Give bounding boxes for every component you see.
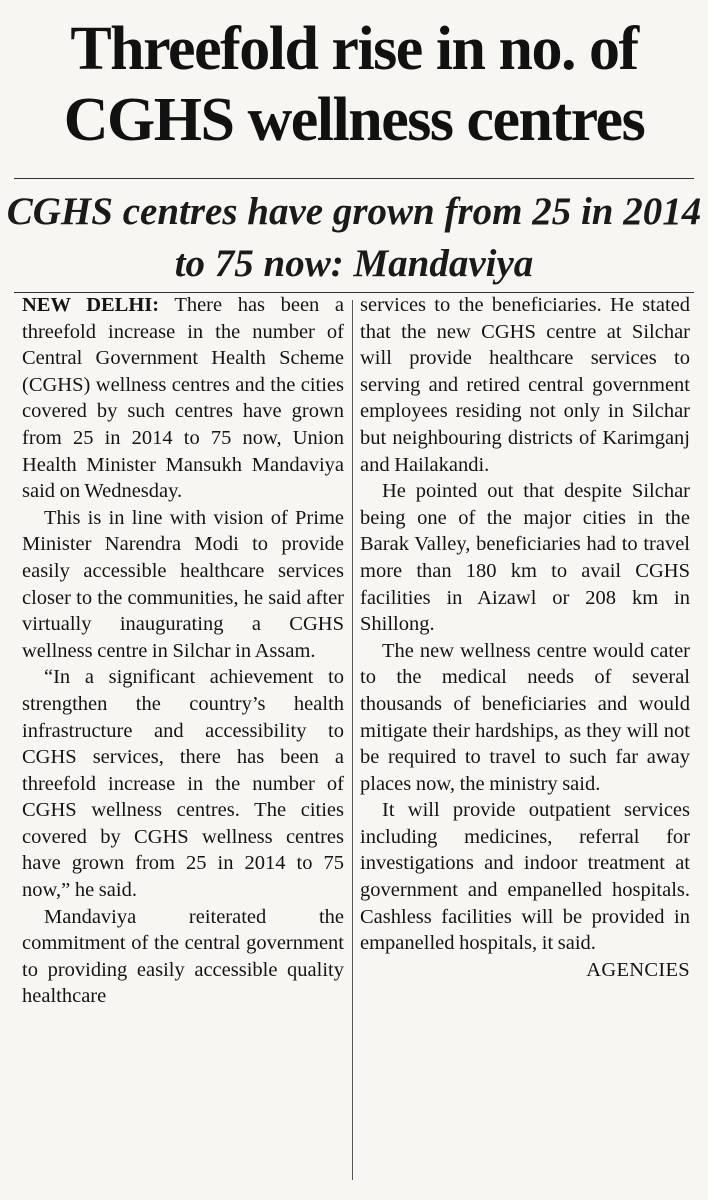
article-paragraph: Mandaviya reiterated the commitment of the central government to providing easily accessible quality healthcare bbox=[22, 905, 344, 1008]
article-paragraph: The new wellness centre would cater to the medical needs of several thousands of beneficiaries and would mitigate their hardships, as they will not be required to travel to such far away places now, the ministry said. bbox=[360, 639, 690, 795]
dateline: NEW DELHI: bbox=[22, 294, 160, 316]
paragraph-text: There has been a threefold increase in the number of Central Government Health Scheme (CGHS) wellness centres and the cities covered by such centres have grown from 25 in 2014 to 75 now, Union Health Minister Mansukh Mandaviya said on Wednesday. bbox=[22, 294, 344, 503]
agency-credit: AGENCIES bbox=[586, 958, 690, 981]
headline: Threefold rise in no. of CGHS wellness centres bbox=[63, 15, 645, 154]
article-paragraph: “In a significant achievement to strengthen the country’s health infrastructure and accessibility to CGHS services, there has been a threefold increase in the number of CGHS wellness centres. The cities covered by CGHS wellness centres have grown from 25 in 2014 to 75 now,” he said. bbox=[22, 666, 344, 902]
article-column-right bbox=[360, 292, 690, 1192]
column-divider bbox=[352, 300, 353, 1180]
headline-rule bbox=[14, 178, 694, 179]
article-paragraph: He pointed out that despite Silchar being one of the major cities in the Barak Valley, beneficiaries had to travel more than 180 km to avail CGHS facilities in Aizawl or 208 km in Shillong. bbox=[360, 480, 690, 636]
subheadline: CGHS centres have grown from 25 in 2014 to 75 now: Mandaviya bbox=[6, 190, 702, 285]
article-paragraph bbox=[360, 797, 690, 981]
article-paragraph bbox=[22, 292, 344, 505]
article-column-left bbox=[22, 292, 344, 1192]
article-paragraph: This is in line with vision of Prime Minister Narendra Modi to provide easily accessible healthcare services closer to the communities, he said after virtually inaugurating a CGHS wellness centre in Silchar in Assam. bbox=[22, 506, 344, 662]
paragraph-text: It will provide outpatient services including medicines, referral for investigations and indoor treatment at government and empanelled hospitals. Cashless facilities will be provided in empanelled hospitals, it said. bbox=[360, 799, 690, 955]
article-paragraph: services to the beneficiaries. He stated that the new CGHS centre at Silchar will provide healthcare services to serving and retired central government employees residing not only in Silchar but neighbouring districts of Karimganj and Hailakandi. bbox=[360, 294, 690, 476]
